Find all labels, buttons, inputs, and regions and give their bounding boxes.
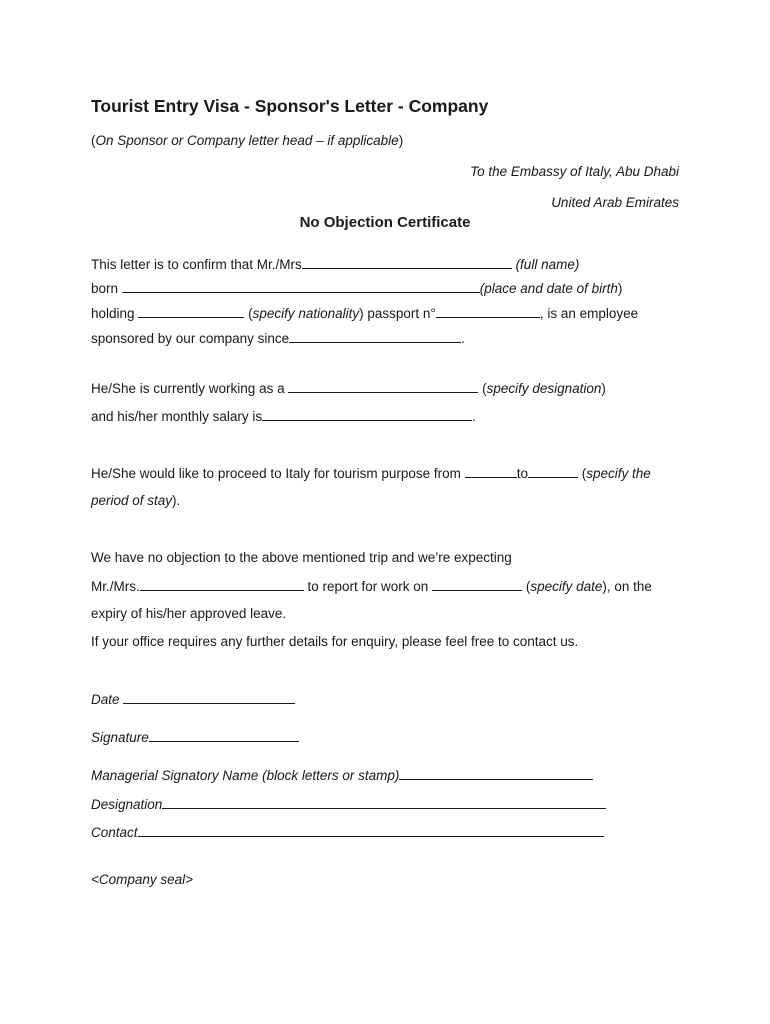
employee-name-blank[interactable] — [140, 578, 304, 591]
date-field: Date — [91, 691, 295, 708]
para1-line2: born (place and date of birth) — [91, 281, 623, 296]
addressee-line-1: To the Embassy of Italy, Abu Dhabi — [470, 164, 679, 179]
document-title: Tourist Entry Visa - Sponsor's Letter - Company — [91, 96, 489, 116]
full-name-blank[interactable] — [302, 256, 512, 269]
date-blank[interactable] — [123, 691, 295, 704]
para4-line2: Mr./Mrs. to report for work on (specify date), on the — [91, 579, 652, 594]
return-date-blank[interactable] — [432, 578, 522, 591]
subtitle-note: (On Sponsor or Company letter head – if applicable) — [91, 133, 404, 148]
designation-field: Designation — [91, 796, 606, 813]
designation-field-blank[interactable] — [162, 796, 606, 809]
contact-field: Contact — [91, 824, 604, 841]
company-seal-placeholder: <Company seal> — [91, 872, 194, 887]
para1-line4: sponsored by our company since . — [91, 331, 465, 346]
para1-line1: This letter is to confirm that Mr./Mrs (full name) — [91, 257, 580, 272]
to-date-blank[interactable] — [528, 465, 578, 478]
para2-line2: and his/her monthly salary is . — [91, 409, 476, 424]
birth-blank[interactable] — [122, 280, 480, 293]
para4-line1: We have no objection to the above mentioned trip and we’re expecting — [91, 550, 512, 565]
para4-line3: expiry of his/her approved leave. — [91, 606, 287, 621]
para2-line1: He/She is currently working as a (specify designation) — [91, 381, 606, 396]
passport-blank[interactable] — [436, 305, 540, 318]
addressee-line-2: United Arab Emirates — [551, 195, 679, 210]
sponsored-since-blank[interactable] — [289, 330, 461, 343]
para1-line3: holding (specify nationality) passport n° , is an employee — [91, 306, 639, 321]
signatory-name-blank[interactable] — [399, 767, 593, 780]
para4-line4: If your office requires any further details for enquiry, please feel free to contact us. — [91, 634, 579, 649]
para3-line2: period of stay). — [91, 493, 181, 508]
contact-blank[interactable] — [138, 824, 604, 837]
para3-line1: He/She would like to proceed to Italy for tourism purpose from to (specify the — [91, 466, 651, 481]
signature-blank[interactable] — [149, 729, 299, 742]
signature-field: Signature — [91, 729, 299, 746]
certificate-heading: No Objection Certificate — [299, 214, 471, 231]
salary-blank[interactable] — [262, 408, 472, 421]
from-date-blank[interactable] — [465, 465, 517, 478]
signatory-name-field: Managerial Signatory Name (block letters or stamp) — [91, 767, 593, 784]
designation-blank[interactable] — [288, 380, 478, 393]
nationality-blank[interactable] — [138, 305, 244, 318]
